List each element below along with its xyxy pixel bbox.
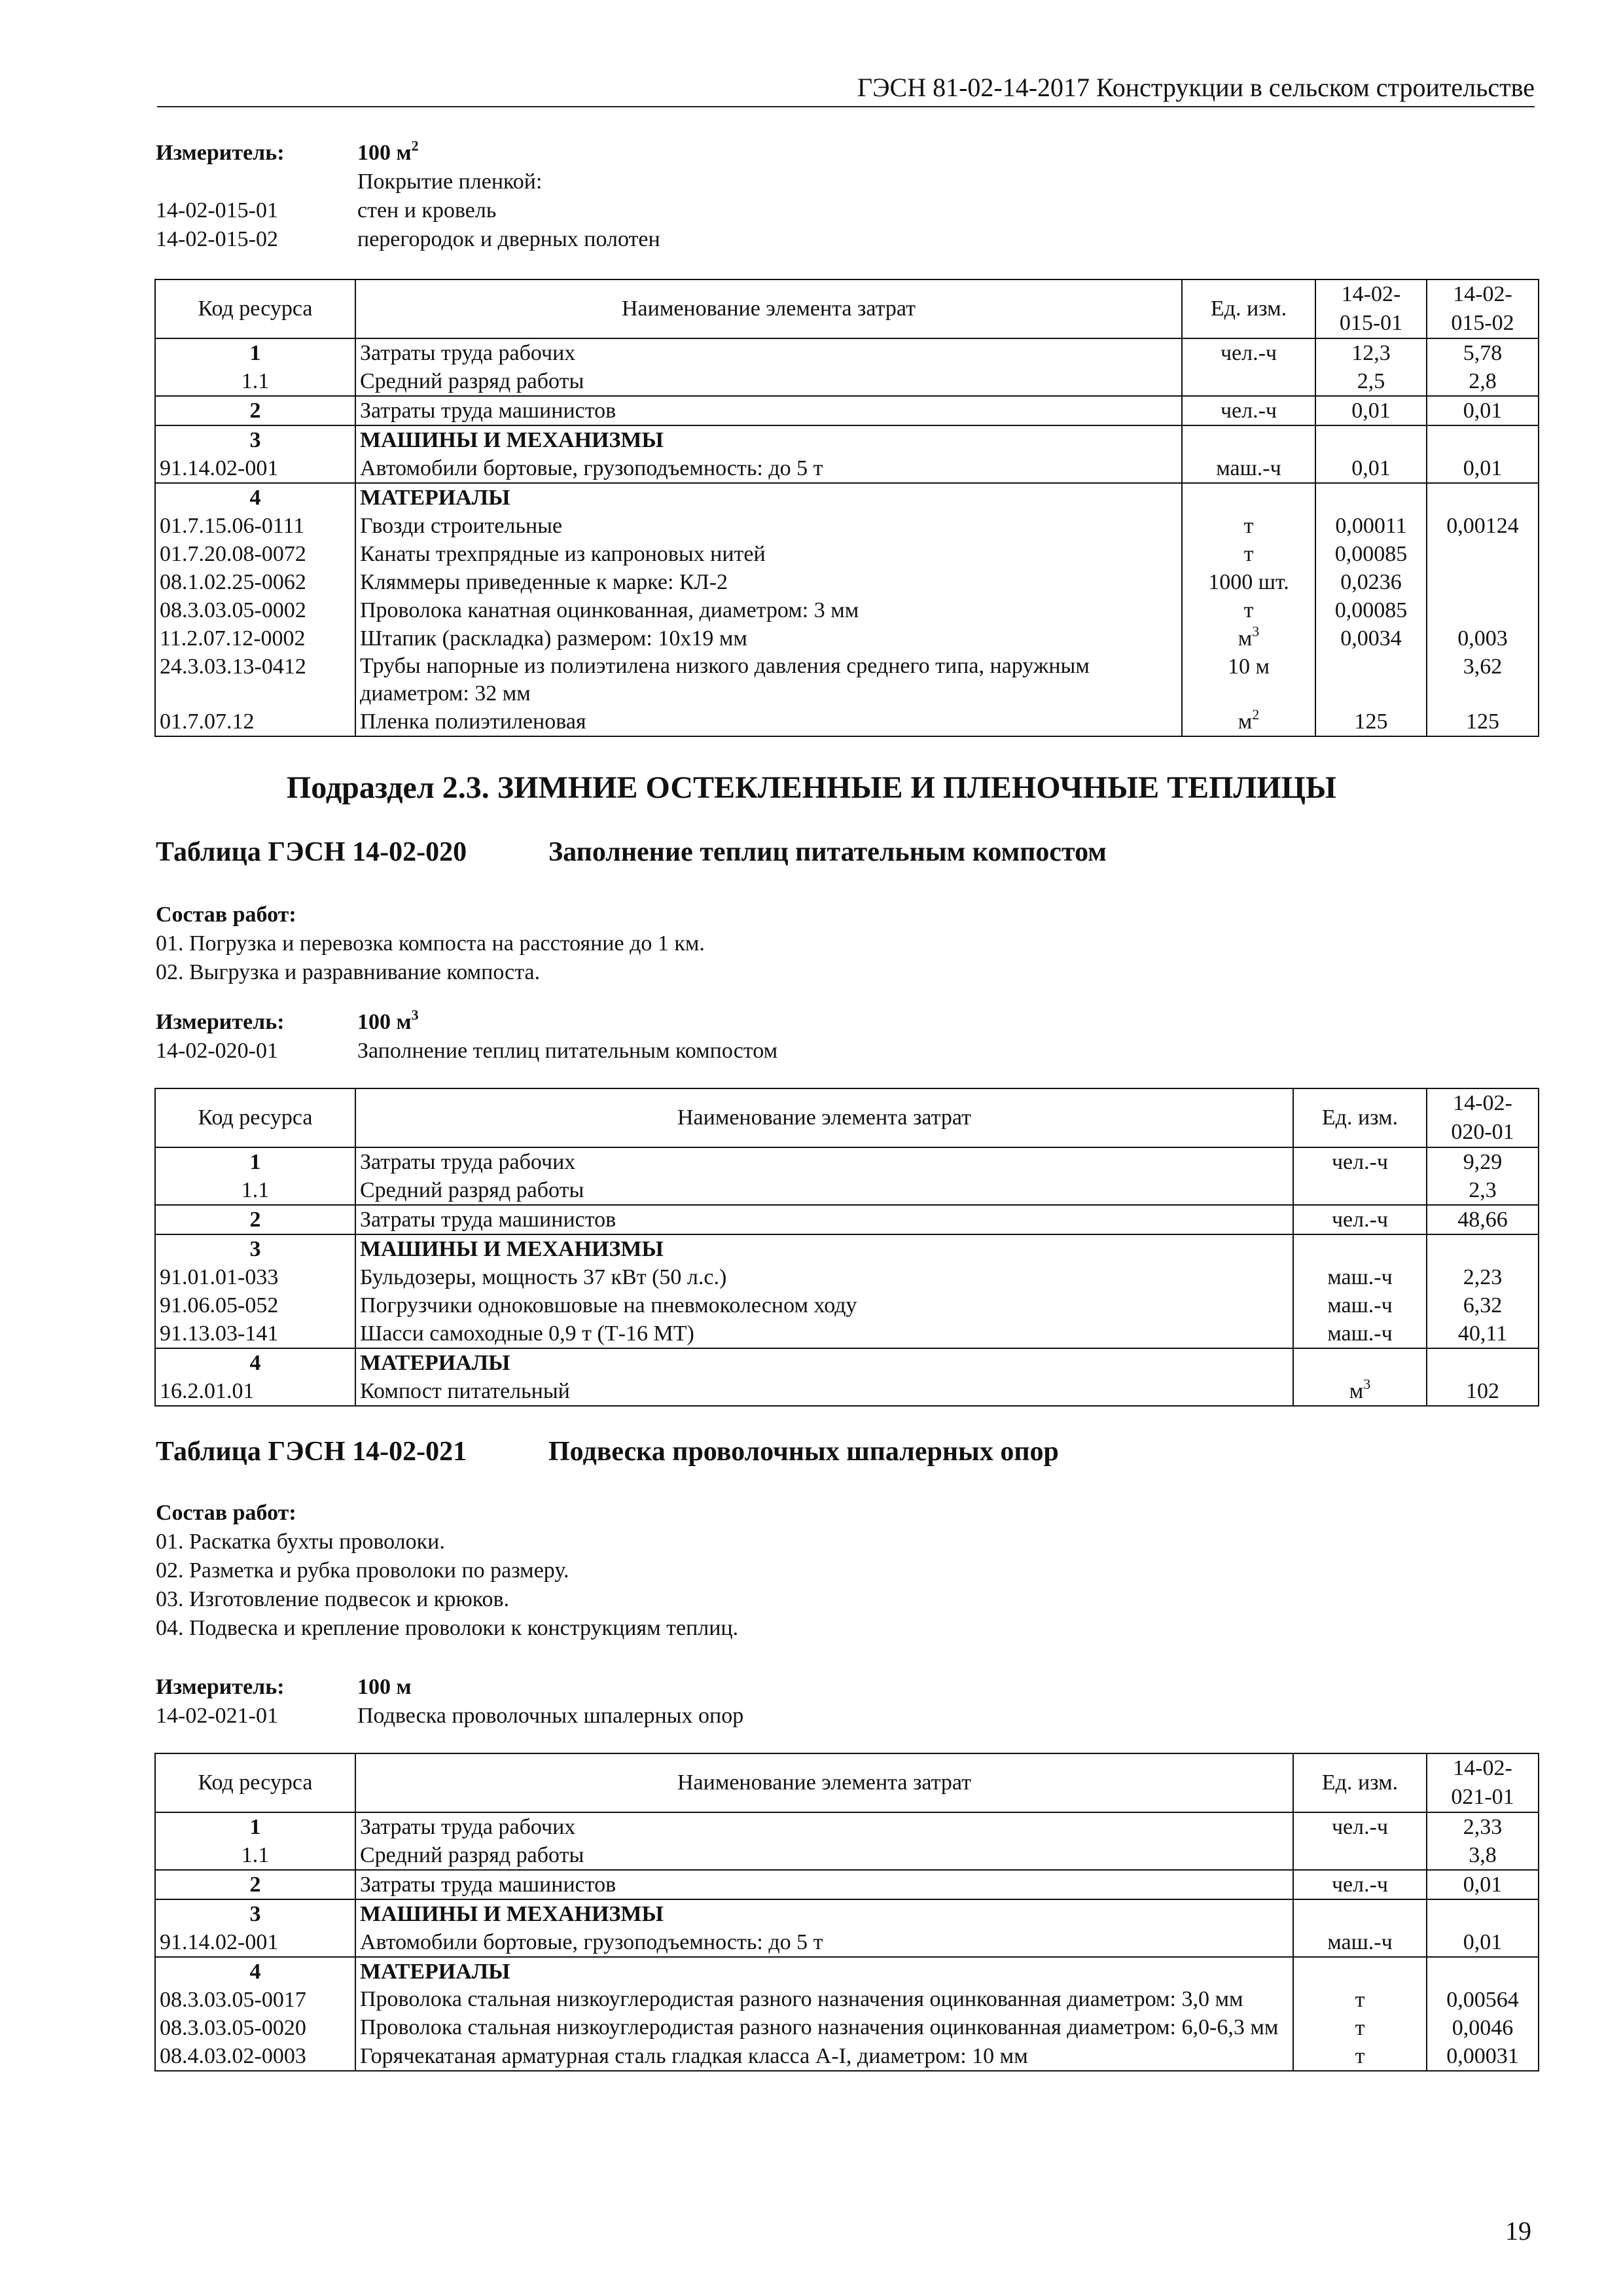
composition-label: Состав работ: — [156, 1501, 296, 1525]
item-code: 14-02-015-02 — [156, 227, 278, 251]
measure-intro: Покрытие пленкой: — [357, 170, 543, 194]
item-name: стен и кровель — [357, 198, 497, 223]
work-item: 02. Выгрузка и разравнивание компоста. — [156, 960, 541, 984]
work-item: 02. Разметка и рубка проволоки по размеру. — [156, 1558, 569, 1583]
running-header: ГЭСН 81-02-14-2017 Конструкции в сельском строительстве — [157, 73, 1535, 107]
measure-value: 100 м — [357, 1675, 412, 1699]
table-row: 2 Затраты труда машинистов чел.-ч 0,01 0,01 — [155, 396, 1539, 425]
table-021-heading — [156, 1435, 1059, 1469]
table-row: 91.14.02-001 Автомобили бортовые, грузоподъемность: до 5 т маш.-ч 0,01 0,01 — [155, 454, 1539, 483]
col-header-021-01: 14-02- 021-01 — [1427, 1753, 1539, 1812]
measure-label: Измеритель: — [156, 1010, 285, 1034]
table-row: 91.14.02-001 Автомобили бортовые, грузоподъемность: до 5 т маш.-ч 0,01 — [155, 1928, 1539, 1957]
table-row: 08.3.03.05-0002 Проволока канатная оцинкованная, диаметром: 3 мм т 0,00085 — [155, 596, 1539, 624]
measure-label: Измеритель: — [156, 1675, 285, 1699]
table-row: 1 Затраты труда рабочих чел.-ч 9,29 — [155, 1147, 1539, 1176]
table-row: 1 Затраты труда рабочих чел.-ч 12,3 5,78 — [155, 338, 1539, 367]
item-name: Заполнение теплиц питательным компостом — [357, 1039, 778, 1063]
table-021-label: Таблица ГЭСН 14-02-021 — [156, 1437, 467, 1467]
measure-value: 100 $м^2$ — [357, 137, 419, 165]
table-row: 91.01.01-033 Бульдозеры, мощность 37 кВт (50 л.с.) маш.-ч 2,23 — [155, 1263, 1539, 1291]
block1-measure — [156, 139, 1537, 254]
table-020-label: Таблица ГЭСН 14-02-020 — [156, 837, 467, 867]
table-row: 08.4.03.02-0003 Горячекатаная арматурная сталь гладкая класса А-I, диаметром: 10 мм т 0,00031 — [155, 2042, 1539, 2071]
work-item: 01. Погрузка и перевозка компоста на расстояние до 1 км. — [156, 931, 705, 956]
table-row: 24.3.03.13-0412 Трубы напорные из полиэтилена низкого давления среднего типа, наружным диаметром: 32 мм 10 м 3,62 — [155, 653, 1539, 708]
work-item: 01. Раскатка бухты проволоки. — [156, 1530, 445, 1554]
table-row: 01.7.07.12 Пленка полиэтиленовая $м^2$ 125 125 — [155, 708, 1539, 736]
table-row: 11.2.07.12-0002 Штапик (раскладка) размером: 10х19 мм $м^3$ 0,0034 0,003 — [155, 624, 1539, 653]
col-header-code: Код ресурса — [155, 1753, 355, 1812]
table-row: 01.7.20.08-0072 Канаты трехпрядные из капроновых нитей т 0,00085 — [155, 540, 1539, 568]
table-020-works — [156, 901, 1537, 987]
table-row: 3 МАШИНЫ И МЕХАНИЗМЫ — [155, 1234, 1539, 1263]
table-row: 4 МАТЕРИАЛЫ — [155, 483, 1539, 512]
resource-table-020 — [154, 1088, 1539, 1407]
item-code: 14-02-015-01 — [156, 198, 278, 223]
table-header-row — [155, 1088, 1539, 1147]
table-020-measure — [156, 1008, 1537, 1066]
table-row: 2 Затраты труда машинистов чел.-ч 0,01 — [155, 1870, 1539, 1899]
table-row: 1.1 Средний разряд работы 3,8 — [155, 1841, 1539, 1870]
table-row: 4 МАТЕРИАЛЫ — [155, 1348, 1539, 1377]
table-row: 3 МАШИНЫ И МЕХАНИЗМЫ — [155, 1899, 1539, 1928]
table-row: 08.1.02.25-0062 Кляммеры приведенные к марке: КЛ-2 1000 шт. 0,0236 — [155, 568, 1539, 596]
col-header-code: Код ресурса — [155, 279, 355, 338]
section-title: Подраздел 2.3. ЗИМНИЕ ОСТЕКЛЕННЫЕ И ПЛЕНОЧНЫЕ ТЕПЛИЦЫ — [286, 770, 1337, 805]
table-row: 91.13.03-141 Шасси самоходные 0,9 т (Т-16 МТ) маш.-ч 40,11 — [155, 1319, 1539, 1348]
table-row: 1 Затраты труда рабочих чел.-ч 2,33 — [155, 1812, 1539, 1841]
table-header-row — [155, 279, 1539, 338]
composition-label: Состав работ: — [156, 903, 296, 927]
item-name: перегородок и дверных полотен — [357, 227, 660, 251]
measure-value: 100 $м^3$ — [357, 1007, 419, 1034]
page-number: 19 — [1505, 2216, 1531, 2246]
table-row: 08.3.03.05-0017 Проволока стальная низкоуглеродистая разного назначения оцинкованная диаметром: 3,0 мм т 0,00564 — [155, 1986, 1539, 2014]
item-code: 14-02-020-01 — [156, 1039, 278, 1063]
measure-label: Измеритель: — [156, 141, 285, 165]
resource-table-021 — [154, 1753, 1539, 2072]
table-020-title: Заполнение теплиц питательным компостом — [548, 837, 1107, 867]
col-header-015-02: 14-02- 015-02 — [1427, 279, 1539, 338]
work-item: 03. Изготовление подвесок и крюков. — [156, 1587, 510, 1611]
table-row: 91.06.05-052 Погрузчики одноковшовые на пневмоколесном ходу маш.-ч 6,32 — [155, 1291, 1539, 1319]
table-row: 1.1 Средний разряд работы 2,5 2,8 — [155, 367, 1539, 396]
work-item: 04. Подвеска и крепление проволоки к конструкциям теплиц. — [156, 1616, 739, 1640]
col-header-020-01: 14-02- 020-01 — [1427, 1088, 1539, 1147]
col-header-unit: Ед. изм. — [1293, 1088, 1427, 1147]
col-header-unit: Ед. изм. — [1182, 279, 1315, 338]
col-header-code: Код ресурса — [155, 1088, 355, 1147]
table-021-measure — [156, 1673, 1537, 1731]
col-header-name: Наименование элемента затрат — [355, 279, 1182, 338]
table-row: 16.2.01.01 Компост питательный $м^3$ 102 — [155, 1377, 1539, 1406]
col-header-name: Наименование элемента затрат — [355, 1753, 1293, 1812]
table-row: 01.7.15.06-0111 Гвозди строительные т 0,00011 0,00124 — [155, 512, 1539, 540]
table-row: 1.1 Средний разряд работы 2,3 — [155, 1176, 1539, 1205]
table-header-row — [155, 1753, 1539, 1812]
col-header-015-01: 14-02- 015-01 — [1315, 279, 1427, 338]
table-row: 4 МАТЕРИАЛЫ — [155, 1957, 1539, 1986]
col-header-unit: Ед. изм. — [1293, 1753, 1427, 1812]
item-code: 14-02-021-01 — [156, 1704, 278, 1728]
resource-table-015 — [154, 279, 1539, 737]
table-020-heading — [156, 835, 1107, 870]
table-row: 3 МАШИНЫ И МЕХАНИЗМЫ — [155, 425, 1539, 454]
table-row: 2 Затраты труда машинистов чел.-ч 48,66 — [155, 1205, 1539, 1234]
col-header-name: Наименование элемента затрат — [355, 1088, 1293, 1147]
item-name: Подвеска проволочных шпалерных опор — [357, 1704, 744, 1728]
table-row: 08.3.03.05-0020 Проволока стальная низкоуглеродистая разного назначения оцинкованная диаметром: 6,0-6,3 мм т 0,0046 — [155, 2014, 1539, 2042]
table-021-title: Подвеска проволочных шпалерных опор — [548, 1437, 1059, 1467]
table-021-works — [156, 1499, 1537, 1643]
